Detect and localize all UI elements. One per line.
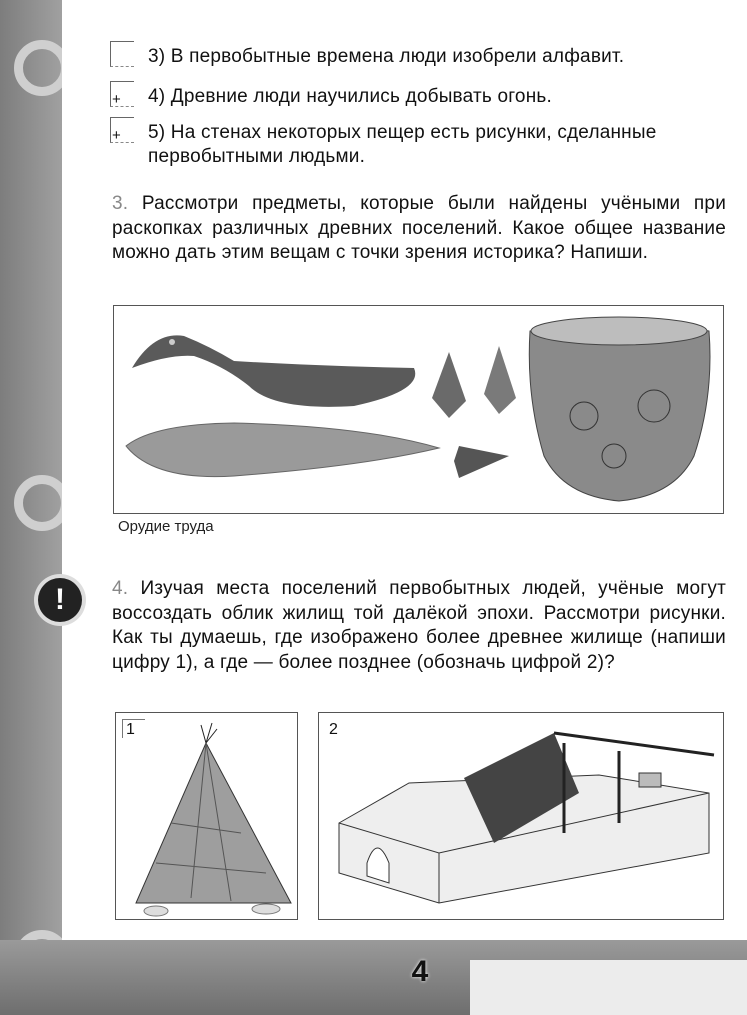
picture-number: 1 bbox=[126, 721, 135, 738]
answer-checkbox[interactable]: + bbox=[110, 117, 136, 145]
statement-text: 3) В первобытные времена люди изобрели алфавит. bbox=[148, 46, 625, 67]
artifacts-photo bbox=[113, 305, 724, 514]
statement-3 bbox=[112, 45, 724, 69]
dwelling-picture-2 bbox=[318, 712, 724, 920]
task-text: Рассмотри предметы, которые были найдены учёными при раскопках различных древних поселений. Какое общее название можно дать этим вещам с точки зрения историка? Напиши. bbox=[112, 193, 727, 263]
flint-knife-icon bbox=[126, 423, 439, 477]
picture-number: 2 bbox=[329, 721, 338, 738]
task-4 bbox=[112, 577, 726, 675]
house-icon bbox=[339, 733, 714, 903]
stone-spoon-icon bbox=[132, 335, 415, 406]
tent-icon bbox=[136, 723, 291, 916]
arrowhead-icon bbox=[432, 346, 516, 478]
statement-5 bbox=[112, 121, 724, 169]
statement-text: 4) Древние люди научились добывать огонь. bbox=[148, 86, 552, 107]
task-text: Изучая места поселений первобытных людей, учёные могут воссоздать облик жилищ той далёкой эпохи. Рассмотри рисунки. Как ты думаешь, где изображено более древнее жилище (напиши цифру 1), а где — более позднее (обозначь цифрой 2)? bbox=[112, 578, 727, 673]
clay-pot-icon bbox=[529, 317, 710, 501]
answer-checkbox[interactable]: + bbox=[110, 81, 136, 109]
answer-checkbox[interactable] bbox=[110, 41, 136, 69]
exclamation-icon: ! bbox=[38, 578, 82, 622]
handwritten-answer: Орудие труда bbox=[118, 518, 214, 535]
statement-text: 5) На стенах некоторых пещер есть рисунки, сделанные первобытными людьми. bbox=[148, 122, 657, 167]
task-number: 4. bbox=[112, 578, 129, 599]
task-3 bbox=[112, 192, 726, 266]
page-number: 4 bbox=[411, 955, 429, 988]
task-number: 3. bbox=[112, 193, 129, 214]
dwelling-picture-1 bbox=[115, 712, 298, 920]
statement-4 bbox=[112, 85, 724, 109]
bottom-decoration-panel bbox=[470, 960, 747, 1015]
